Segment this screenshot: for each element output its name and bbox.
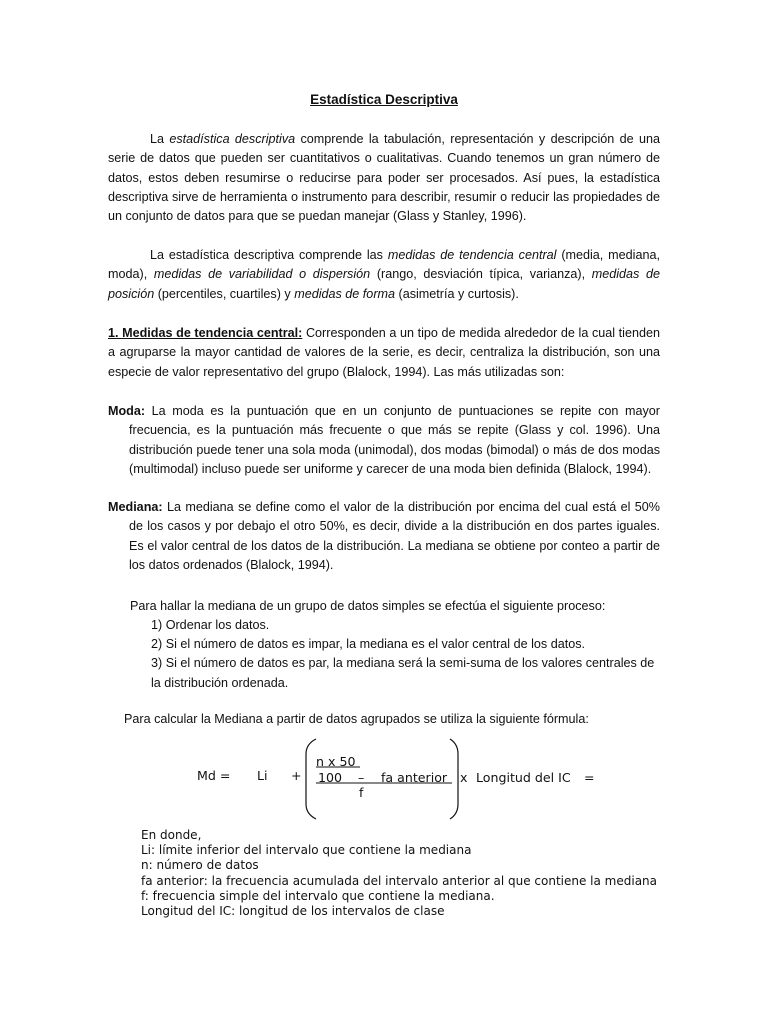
p2-text-d: (percentiles, cuartiles) y [154,286,295,301]
p2-term-dispersion: medidas de variabilidad o dispersión [153,267,371,282]
formula-numerator: n x 50 [316,754,356,769]
p2-term-central: medidas de tendencia central [387,248,557,262]
moda-text: La moda es la puntuación que en un conjunto de puntuaciones se repite con mayor frecuencia, es la puntuación más frecuente o que más se repite (Glass y col. 1996). Una distribución puede tener una sola moda (unimodal), dos modas (bimodal) o más de dos modas (multimodal) incluso puede ser uniforme y carecer de una moda bien definida (Blalock, 1994). [129,404,660,476]
formula-times: x [460,770,468,785]
formula-lhs: Md = [197,768,231,783]
intro-text-a: La [150,132,170,146]
section-1-paragraph [108,324,660,382]
definitions-list [141,828,657,919]
formula-rhs: Longitud del IC [476,770,571,785]
formula-minus: – [358,770,365,785]
document-title: Estadística Descriptiva [310,92,458,107]
definition-item: f: frecuencia simple del intervalo que contiene la mediana. [141,888,495,903]
intro-paragraph-1 [108,130,660,226]
formula-intro: Para calcular la Mediana a partir de datos agrupados se utiliza la siguiente fórmula: [124,712,589,726]
definitions-intro: En donde, [141,828,202,842]
intro-paragraph-2 [108,246,660,304]
step-item: 3) Si el número de datos es par, la mediana será la semi-suma de los valores centrales de [151,656,655,670]
formula-mid-b: fa anterior [381,770,448,785]
formula-denominator: f [359,785,364,800]
p2-text-b: (media, mediana, moda), [108,248,660,282]
formula-mid-a: 100 [318,770,343,785]
definition-item: n: número de datos [141,858,259,873]
p2-text-a: La estadística descriptiva comprende las [150,248,388,262]
section-1-text: Corresponden a un tipo de medida alrededor de la cual tienden a agruparse la mayor cantidad de valores de la serie, es decir, centraliza la distribución, son una especie de valor representativo del grupo (Blalock, 1994). Las más utilizadas son: [108,326,660,379]
moda-definition [108,402,660,479]
step-item: 1) Ordenar los datos. [151,618,270,632]
mediana-text: La mediana se define como el valor de la distribución por encima del cual está el 50% de los casos y por debajo el otro 50%, es decir, divide a la distribución en dos partes iguales. Es el valor central de los datos de la distribución. La mediana se obtiene por conteo a partir de los datos ordenados (Blalock, 1994). [129,500,660,572]
moda-term: Moda: [108,404,146,418]
formula-equals: = [584,770,595,785]
p2-term-form: medidas de forma [294,286,396,301]
section-1-heading: 1. Medidas de tendencia central: [108,326,303,340]
definition-item: fa anterior: la frecuencia acumulada del intervalo anterior al que contiene la mediana [141,873,658,888]
intro-term: estadística descriptiva [169,132,296,146]
steps-intro: Para hallar la mediana de un grupo de datos simples se efectúa el siguiente proceso: [130,599,606,613]
formula-plus: + [291,768,302,783]
p2-text-c: (rango, desviación típica, varianza), [370,267,592,282]
definition-item: Longitud del IC: longitud de los intervalos de clase [141,904,445,919]
intro-text-b: comprende la tabulación, representación y descripción de una serie de datos que pueden ser cuantitativos o cualitativas. Cuando tenemos un gran número de datos, estos deben resumirse o reducirse para poder ser procesados. Así pues, la estadística descriptiva sirve de herramienta o instrumento para describir, resumir o reducir las propiedades de un conjunto de datos para que se puedan manejar (Glass y Stanley, 1996). [108,132,660,224]
p2-text-e: (asimetría y curtosis). [395,286,519,301]
p2-term-position: medidas de posición [108,267,660,301]
mediana-term: Mediana: [108,500,163,514]
step-item: la distribución ordenada. [151,676,289,690]
step-item: 2) Si el número de datos es impar, la mediana es el valor central de los datos. [151,637,586,651]
mediana-definition [108,498,660,575]
formula-li: Li [257,768,268,783]
definition-item: Li: límite inferior del intervalo que contiene la mediana [141,843,472,858]
